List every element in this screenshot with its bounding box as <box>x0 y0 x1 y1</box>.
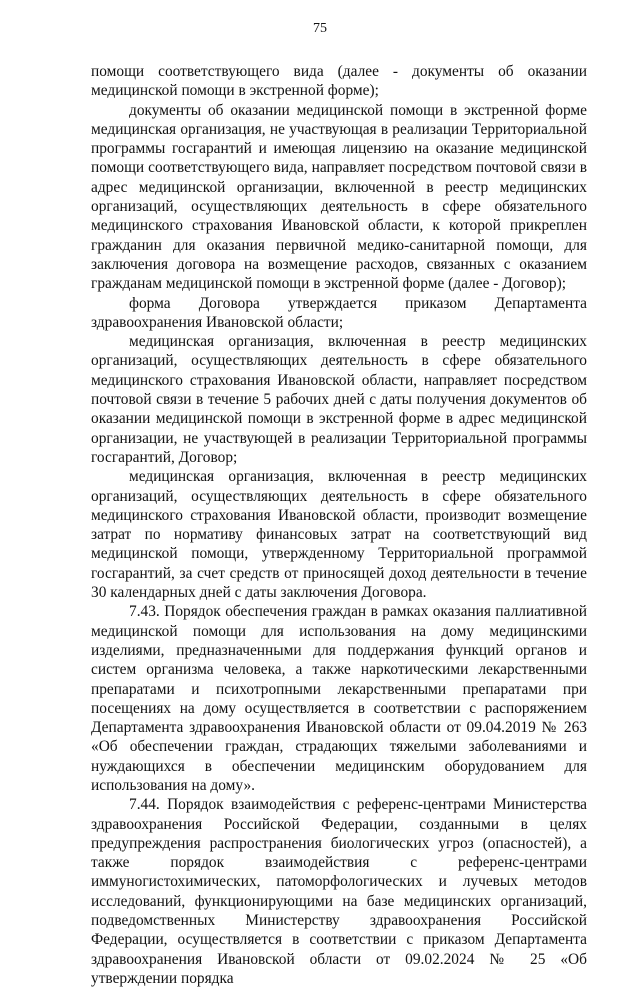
paragraph-documents-sending: документы об оказании медицинской помощи в экстренной форме медицинская организация, не участвующая в реализации Территориальной программы госгарантий и имеющая лицензию на оказание медицинской помощи соответствующего вида, направляет посредством почтовой связи в адрес медицинской организации, включенной в реестр медицинских организаций, осуществляющих деятельность в сфере обязательного медицинского страхования Ивановской области, к которой прикреплен гражданин для оказания первичной медико-санитарной помощи, для заключения договора на возмещение расходов, связанных с оказанием гражданам медицинской помощи в экстренной форме (далее - Договор); <box>91 101 587 293</box>
paragraph-cost-reimbursement: медицинская организация, включенная в реестр медицинских организаций, осуществляющих деятельность в сфере обязательного медицинского страхования Ивановской области, производит возмещение затрат по нормативу финансовых затрат на соответствующий вид медицинской помощи, утвержденному Территориальной программой госгарантий, за счет средств от приносящей доход деятельности в течение 30 календарных дней с даты заключения Договора. <box>91 468 587 602</box>
paragraph-contract-form: форма Договора утверждается приказом Департамента здравоохранения Ивановской области; <box>91 294 587 331</box>
paragraph-continuation: помощи соответствующего вида (далее - документы об оказании медицинской помощи в экстренной форме); <box>91 63 587 100</box>
document-body <box>91 62 587 988</box>
paragraph-7-43: 7.43. Порядок обеспечения граждан в рамках оказания паллиативной медицинской помощи для использования на дому медицинскими изделиями, предназначенными для поддержания функций органов и систем организма человека, а также наркотическими лекарственными препаратами и психотропными лекарственными препаратами при посещениях на дому осуществляется в соответствии с распоряжением Департамента здравоохранения Ивановской области от 09.04.2019 № 263 «Об обеспечении граждан, страдающих тяжелыми заболеваниями и нуждающихся в обеспечении медицинским оборудованием для использования на дому». <box>91 603 587 794</box>
page-number: 75 <box>313 21 327 36</box>
paragraph-7-44: 7.44. Порядок взаимодействия с референс-центрами Министерства здравоохранения Российской Федерации, созданными в целях предупреждения распространения биологических угроз (опасностей), а также порядок взаимодействия с референс-центрами иммуногистохимических, патоморфологических и лучевых методов исследований, функционирующими на базе медицинских организаций, подведомственных Министерству здравоохранения Российской Федерации, осуществляется в соответствии с приказом Департамента здравоохранения Ивановской области от 09.02.2024 № 25 «Об утверждении порядка <box>91 796 587 987</box>
paragraph-contract-sending: медицинская организация, включенная в реестр медицинских организаций, осуществляющих деятельность в сфере обязательного медицинского страхования Ивановской области, направляет посредством почтовой связи в течение 5 рабочих дней с даты получения документов об оказании медицинской помощи в экстренной форме в адрес медицинской организации, не участвующей в реализации Территориальной программы госгарантий, Договор; <box>91 333 587 466</box>
